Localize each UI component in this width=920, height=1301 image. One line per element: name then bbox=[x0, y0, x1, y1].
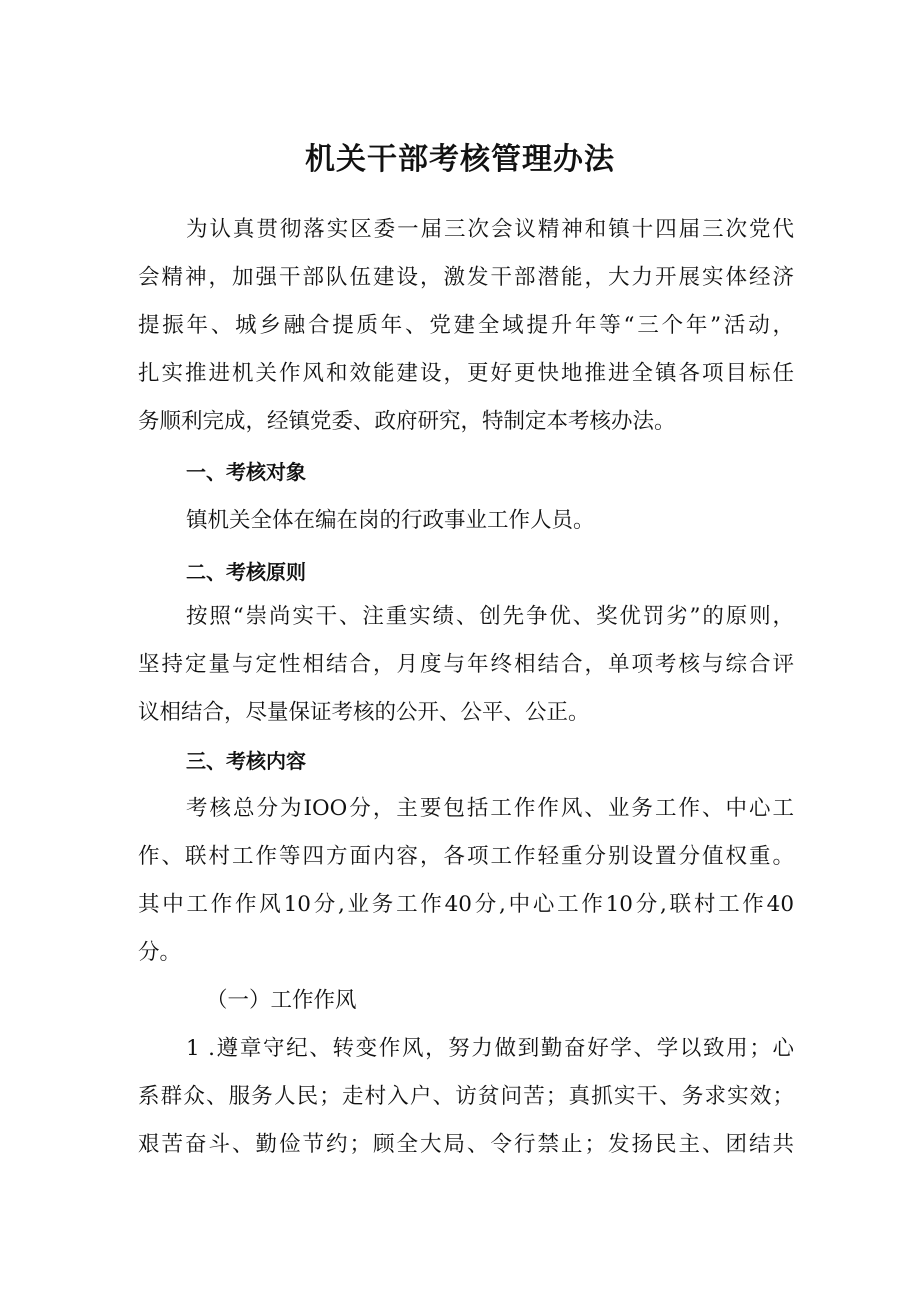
paragraph-line: 艰苦奋斗、勤俭节约；顾全大局、令行禁止；发扬民主、团结共 bbox=[138, 1132, 794, 1157]
paragraph-line: 为认真贯彻落实区委一届三次会议精神和镇十四届三次党代 bbox=[186, 217, 794, 242]
paragraph-line: 坚持定量与定性相结合，月度与年终相结合，单项考核与综合评 bbox=[138, 652, 794, 677]
paragraph-line: 会精神，加强干部队伍建设，激发干部潜能，大力开展实体经济 bbox=[138, 265, 794, 290]
paragraph-line: 其中工作作风10分,业务工作40分,中心工作10分,联村工作40 bbox=[138, 892, 794, 917]
paragraph-line: 按照“崇尚实干、注重实绩、创先争优、奖优罚劣”的原则， bbox=[186, 604, 794, 629]
paragraph-line: 务顺利完成，经镇党委、政府研究，特制定本考核办法。 bbox=[138, 409, 676, 434]
paragraph-line: 1 .遵章守纪、转变作风，努力做到勤奋好学、学以致用；心 bbox=[186, 1036, 794, 1061]
paragraph-line: 扎实推进机关作风和效能建设，更好更快地推进全镇各项目标任 bbox=[138, 361, 794, 386]
paragraph-line: 作、联村工作等四方面内容，各项工作轻重分别设置分值权重。 bbox=[138, 844, 794, 869]
paragraph-line: 镇机关全体在编在岗的行政事业工作人员。 bbox=[186, 508, 595, 533]
paragraph-line: 提振年、城乡融合提质年、党建全域提升年等“三个年”活动， bbox=[138, 313, 794, 338]
section-heading: 三、考核内容 bbox=[186, 749, 306, 773]
document-title: 机关干部考核管理办法 bbox=[305, 142, 615, 177]
subsection-heading: （一）工作作风 bbox=[206, 988, 357, 1013]
paragraph-line: 议相结合，尽量保证考核的公开、公平、公正。 bbox=[138, 700, 590, 725]
paragraph-line: 系群众、服务人民；走村入户、访贫问苦；真抓实干、务求实效； bbox=[138, 1084, 794, 1109]
paragraph-line: 分。 bbox=[138, 940, 182, 965]
section-heading: 二、考核原则 bbox=[186, 560, 306, 584]
section-heading: 一、考核对象 bbox=[186, 460, 306, 484]
paragraph-line: 考核总分为IOO分，主要包括工作作风、业务工作、中心工 bbox=[186, 796, 794, 821]
